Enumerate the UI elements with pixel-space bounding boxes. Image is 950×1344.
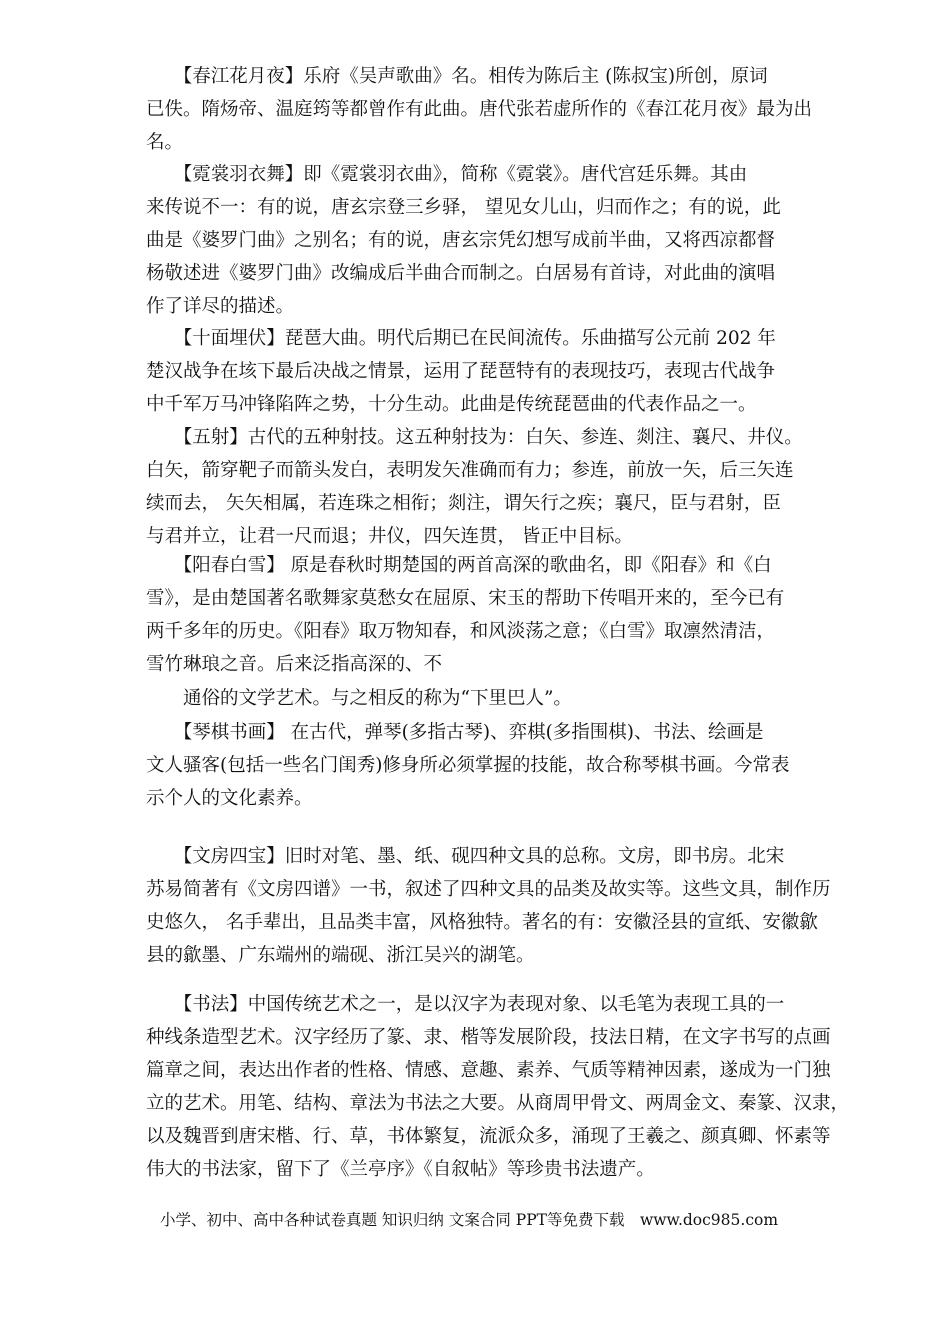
- text-line: 杨敬述进《婆罗门曲》改编成后半曲合而制之。白居易有首诗，对此曲的演唱: [146, 263, 776, 284]
- text-line: 以及魏晋到唐宋楷、行、草，书体繁复，流派众多，涌现了王羲之、颜真卿、怀素等: [146, 1126, 831, 1147]
- text-line: 两千多年的历史。《阳春》取万物知春，和风淡荡之意；《白雪》取凛然清洁，: [146, 621, 776, 642]
- text-line: 【阳春白雪】 原是春秋时期楚国的两首高深的歌曲名，即《阳春》和《白: [146, 555, 772, 576]
- text-line: 【书法】中国传统艺术之一，是以汉字为表现对象、以毛笔为表现工具的一: [146, 994, 785, 1015]
- text-line: 种线条造型艺术。汉字经历了篆、隶、楷等发展阶段，技法日精，在文字书写的点画: [146, 1027, 831, 1048]
- text-line: 与君并立，让君一尺而退；井仪，四矢连贯， 皆正中目标。: [146, 526, 633, 547]
- entry-shimianmaifu: [146, 322, 816, 421]
- text-line: 【文房四宝】旧时对笔、墨、纸、砚四种文具的总称。文房，即书房。北宋: [146, 846, 785, 867]
- text-line: 来传说不一：有的说，唐玄宗登三乡驿， 望见女儿山，归而作之；有的说，此: [146, 197, 781, 218]
- entry-wushe: [146, 421, 816, 553]
- text-line: 雪竹琳琅之音。后来泛指高深的、不: [146, 654, 443, 675]
- text-line: 白矢，箭穿靶子而箭头发白，表明发矢准确而有力；参连，前放一矢，后三矢连: [146, 460, 794, 481]
- text-line: 【琴棋书画】 在古代，弹琴(多指古琴)、弈棋(多指围棋)、书法、绘画是: [146, 722, 764, 743]
- text-line: 文人骚客(包括一些名门闺秀)修身所必须掌握的技能，故合称琴棋书画。今常表: [146, 755, 790, 776]
- text-line: 伟大的书法家，留下了《兰亭序》《自叙帖》等珍贵书法遗产。: [146, 1159, 655, 1180]
- footer-text: 小学、初中、高中各种试卷真题 知识归纳 文案合同 PPT等免费下载 www.doc985.com: [160, 1211, 779, 1229]
- text-line: 曲是《婆罗门曲》之别名；有的说，唐玄宗凭幻想写成前半曲，又将西凉都督: [146, 230, 776, 251]
- text-line: 作了详尽的描述。: [146, 296, 295, 317]
- text-line: 名。: [146, 132, 184, 153]
- entry-qinqishuhua: [146, 716, 816, 815]
- entry-yangchunbaixue: [146, 549, 816, 715]
- text-line: 立的艺术。用笔、结构、章法为书法之大要。从商周甲骨文、两周金文、秦篆、汉隶，: [146, 1093, 850, 1114]
- entry-shufa: [146, 988, 850, 1186]
- text-line: 【春江花月夜】乐府《吴声歌曲》名。相传为陈后主 (陈叔宝)所创，原词: [146, 66, 768, 87]
- text-line: 苏易简著有《文房四谱》一书，叙述了四种文具的品类及故实等。这些文具，制作历: [146, 879, 831, 900]
- text-line: 【五射】古代的五种射技。这五种射技为：白矢、参连、剡注、襄尺、井仪。: [146, 427, 803, 448]
- text-line: 通俗的文学艺术。与之相反的称为“下里巴人”。: [146, 688, 572, 709]
- text-line: 续而去， 矢矢相属，若连珠之相衔；剡注，谓矢行之疾；襄尺，臣与君射，臣: [146, 493, 781, 514]
- text-line: 篇章之间，表达出作者的性格、情感、意趣、素养、气质等精神因素，遂成为一门独: [146, 1060, 831, 1081]
- text-line: 雪》，是由楚国著名歌舞家莫愁女在屈原、宋玉的帮助下传唱开来的，至今已有: [146, 588, 785, 609]
- text-line: 【霓裳羽衣舞】即《霓裳羽衣曲》，简称《霓裳》。唐代宫廷乐舞。其由: [146, 164, 748, 185]
- text-line: 已佚。隋炀帝、温庭筠等都曾作有此曲。唐代张若虚所作的《春江花月夜》最为出: [146, 99, 813, 120]
- entry-wenfangsibao: [146, 840, 831, 972]
- text-line: 史悠久， 名手辈出，且品类丰富，风格独特。著名的有：安徽泾县的宣纸、安徽歙: [146, 912, 818, 933]
- text-line: 县的歙墨、广东端州的端砚、浙江吴兴的湖笔。: [146, 945, 535, 966]
- entry-chunjianghuayueye: [146, 60, 816, 159]
- text-line: 楚汉战争在垓下最后决战之情景，运用了琵琶特有的表现技巧，表现古代战争: [146, 361, 776, 382]
- entry-nishangyuyiwu: [146, 158, 816, 323]
- text-line: 中千军万马冲锋陷阵之势，十分生动。此曲是传统琵琶曲的代表作品之一。: [146, 394, 757, 415]
- text-line: 【十面埋伏】琵琶大曲。明代后期已在民间流传。乐曲描写公元前 202 年: [146, 328, 776, 349]
- text-line: 示个人的文化素养。: [146, 788, 313, 809]
